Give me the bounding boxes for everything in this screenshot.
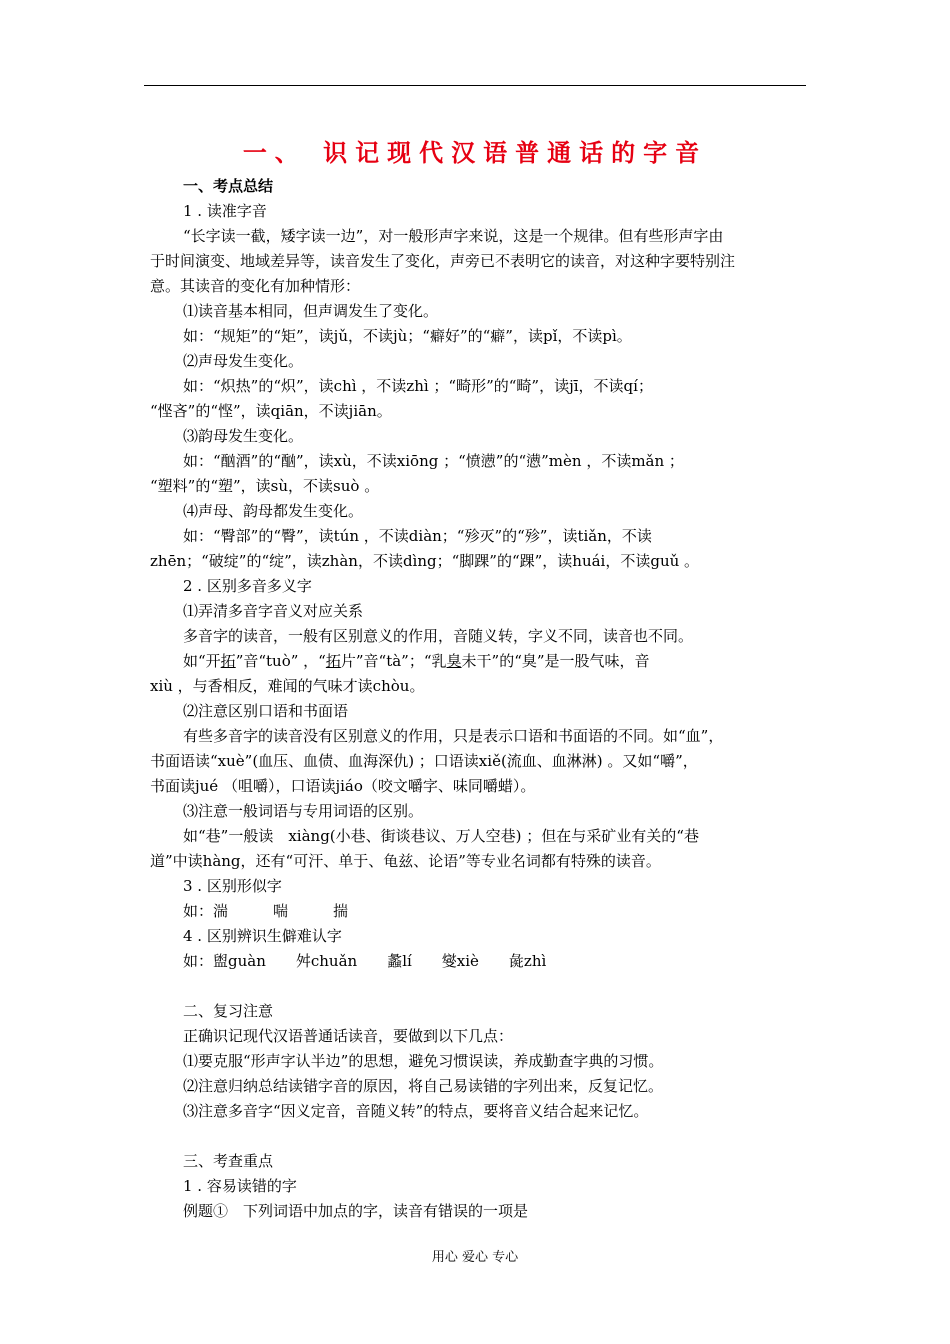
example-line: 如：盥guàn 舛chuǎn 蠡lí 燮xiè 彘zhì bbox=[183, 952, 547, 970]
paragraph-line: 于时间演变、地域差异等，读音发生了变化，声旁已不表明它的读音，对这种字要特别注 bbox=[150, 252, 736, 270]
text-run: 未干”的“臭”是一股气味，音 bbox=[461, 652, 650, 670]
example-line: xiù ，与香相反，难闻的气味才读chòu。 bbox=[150, 677, 425, 695]
header-rule bbox=[144, 85, 806, 86]
question-line: 例题① 下列词语中加点的字，读音有错误的一项是 bbox=[183, 1202, 529, 1220]
underlined-char: 拓 bbox=[220, 652, 236, 670]
example-line: 如：“规矩”的“矩”，读jǔ，不读jù；“癖好”的“癖”，读pǐ，不读pì。 bbox=[183, 327, 632, 345]
page-footer: 用心 爱心 专心 bbox=[431, 1250, 519, 1265]
case-heading: ⑵注意区别口语和书面语 bbox=[183, 702, 349, 720]
page-title: 一、 识记现代汉语普通话的字音 bbox=[242, 139, 708, 167]
subheading: 4 . 区别辨识生僻难认字 bbox=[183, 927, 342, 945]
section-heading: 二、复习注意 bbox=[183, 1002, 274, 1020]
section-heading: 三、考查重点 bbox=[183, 1152, 274, 1170]
text-run: ”音“tuò” ，“ bbox=[235, 652, 326, 670]
case-heading: ⑵声母发生变化。 bbox=[183, 352, 304, 370]
paragraph-line: 道”中读hàng，还有“可汗、单于、龟兹、论语”等专业名词都有特殊的读音。 bbox=[150, 852, 661, 870]
paragraph-line: 如“巷”一般读 xiàng(小巷、街谈巷议、万人空巷) ；但在与采矿业有关的“巷 bbox=[183, 827, 699, 845]
example-line: “塑料”的“塑”，读sù，不读suò 。 bbox=[150, 477, 380, 495]
paragraph-line: 正确识记现代汉语普通话读音，要做到以下几点： bbox=[183, 1027, 514, 1045]
paragraph-line: ⑴要克服“形声字认半边”的思想，避免习惯误读，养成勤查字典的习惯。 bbox=[183, 1052, 664, 1070]
case-heading: ⑴弄清多音字音义对应关系 bbox=[183, 602, 364, 620]
paragraph-line: 有些多音字的读音没有区别意义的作用，只是表示口语和书面语的不同。如“血”， bbox=[183, 727, 724, 745]
case-heading: ⑶注意一般词语与专用词语的区别。 bbox=[183, 802, 424, 820]
example-line: “悭吝”的“悭”，读qiān，不读jiān。 bbox=[150, 402, 392, 420]
example-line bbox=[183, 649, 806, 674]
example-line: 如：湍 喘 揣 bbox=[183, 902, 349, 920]
subheading: 1 . 读准字音 bbox=[183, 202, 267, 220]
paragraph-line: 书面读jué （咀嚼），口语读jiáo（咬文嚼字、味同嚼蜡）。 bbox=[150, 777, 536, 795]
underlined-char: 拓 bbox=[325, 652, 341, 670]
text-run: 如“开 bbox=[183, 652, 221, 670]
example-line: zhēn；“破绽”的“绽”，读zhàn，不读dìng；“脚踝”的“踝”，读huái，不读guǔ 。 bbox=[150, 552, 700, 570]
underlined-char: 臭 bbox=[446, 652, 462, 670]
section-heading: 一、考点总结 bbox=[183, 177, 274, 195]
text-run: 片”音“tà”；“乳 bbox=[340, 652, 447, 670]
subheading: 3 . 区别形似字 bbox=[183, 877, 282, 895]
case-heading: ⑴读音基本相同，但声调发生了变化。 bbox=[183, 302, 439, 320]
subheading: 2 . 区别多音多义字 bbox=[183, 577, 312, 595]
paragraph-line: ⑶注意多音字“因义定音，音随义转”的特点，要将音义结合起来记忆。 bbox=[183, 1102, 649, 1120]
paragraph-line: ⑵注意归纳总结读错字音的原因，将自己易读错的字列出来，反复记忆。 bbox=[183, 1077, 664, 1095]
paragraph-line: “长字读一截，矮字读一边”，对一般形声字来说，这是一个规律。但有些形声字由 bbox=[183, 227, 724, 245]
case-heading: ⑶韵母发生变化。 bbox=[183, 427, 304, 445]
paragraph-line: 意。其读音的变化有加种情形： bbox=[150, 277, 361, 295]
example-line: 如：“酗酒”的“酗”，读xù，不读xiōng ；“愤懑”的“懑”mèn ，不读mǎn ； bbox=[183, 452, 684, 470]
subheading: 1 . 容易读错的字 bbox=[183, 1177, 297, 1195]
paragraph-line: 书面语读“xuè”(血压、血债、血海深仇) ；口语读xiě(流血、血淋淋) 。又如“嚼”， bbox=[150, 752, 698, 770]
case-heading: ⑷声母、韵母都发生变化。 bbox=[183, 502, 364, 520]
example-line: 如：“臀部”的“臀”，读tún ，不读diàn；“殄灭”的“殄”，读tiǎn，不读 bbox=[183, 527, 652, 545]
paragraph-line: 多音字的读音，一般有区别意义的作用，音随义转，字义不同，读音也不同。 bbox=[183, 627, 694, 645]
example-line: 如：“炽热”的“炽”，读chì ，不读zhì ；“畸形”的“畸”，读jī，不读qí； bbox=[183, 377, 653, 395]
